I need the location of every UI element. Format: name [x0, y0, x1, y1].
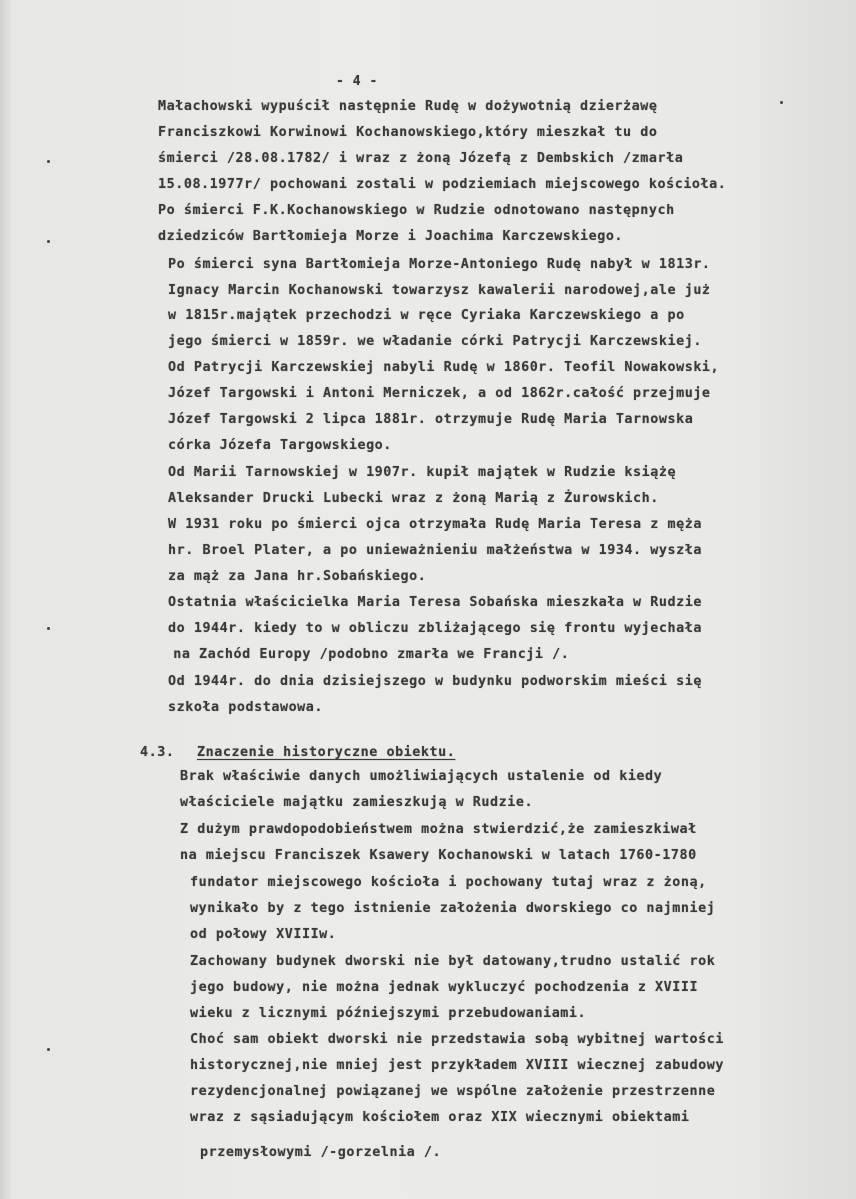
text-line: w 1815r.majątek przechodzi w ręce Cyriaka Karczewskiego a po — [168, 308, 685, 323]
text-line: Aleksander Drucki Lubecki wraz z żoną Marią z Żurowskich. — [168, 491, 659, 506]
text-line: Małachowski wypuścił następnie Rudę w dożywotnią dzierżawę — [158, 99, 658, 114]
text-line: Z dużym prawdopodobieństwem można stwierdzić,że zamieszkiwał — [180, 822, 697, 837]
text-line: jego budowy, nie można jednak wykluczyć pochodzenia z XVIII — [190, 980, 699, 995]
text-line: córka Józefa Targowskiego. — [168, 438, 392, 453]
text-line: Ignacy Marcin Kochanowski towarzysz kawalerii narodowej,ale już — [168, 283, 711, 298]
text-line: Brak właściwie danych umożliwiających ustalenie od kiedy — [180, 769, 663, 784]
text-line: Od 1944r. do dnia dzisiejszego w budynku podworskim mieści się — [168, 674, 702, 689]
text-line: fundator miejscowego kościoła i pochowany tutaj wraz z żoną, — [190, 875, 707, 890]
text-line: hr. Broel Plater, a po unieważnieniu małżeństwa w 1934. wyszła — [168, 543, 702, 558]
text-line: Od Marii Tarnowskiej w 1907r. kupił majątek w Rudzie książę — [168, 465, 677, 480]
margin-dot — [47, 1048, 50, 1051]
text-line: Po śmierci syna Bartłomieja Morze-Antoniego Rudę nabył w 1813r. — [168, 257, 711, 272]
section-heading: Znaczenie historyczne obiektu. — [197, 745, 456, 760]
text-line: Franciszkowi Korwinowi Kochanowskiego,który mieszkał tu do — [158, 125, 658, 140]
text-line: Choć sam obiekt dworski nie przedstawia sobą wybitnej wartości — [190, 1032, 724, 1047]
text-line: Od Patrycji Karczewskiej nabyli Rudę w 1860r. Teofil Nowakowski, — [168, 360, 720, 375]
text-line: śmierci /28.08.1782/ i wraz z żoną Józefą z Dembskich /zmarła — [158, 151, 684, 166]
text-line: Józef Targowski 2 lipca 1881r. otrzymuje Rudę Maria Tarnowska — [168, 412, 694, 427]
text-line: dziedziców Bartłomieja Morze i Joachima Karczewskiego. — [158, 229, 624, 244]
text-line: Ostatnia właścicielka Maria Teresa Sobańska mieszkała w Rudzie — [168, 595, 702, 610]
text-line: 15.08.1977r/ pochowani zostali w podziemiach miejscowego kościoła. — [158, 177, 727, 192]
text-line: Zachowany budynek dworski nie był datowany,trudno ustalić rok — [190, 954, 716, 969]
text-line: szkoła podstawowa. — [168, 700, 324, 715]
text-line: rezydencjonalnej powiązanej we wspólne założenie przestrzenne — [190, 1084, 716, 1099]
text-line: przemysłowymi /-gorzelnia /. — [200, 1145, 442, 1160]
text-line: na miejscu Franciszek Ksawery Kochanowski w latach 1760-1780 — [180, 848, 697, 863]
text-line: Po śmierci F.K.Kochanowskiego w Rudzie odnotowano następnych — [158, 203, 675, 218]
margin-dot — [780, 101, 783, 104]
margin-dot — [47, 627, 50, 630]
text-line: wynikało by z tego istnienie założenia dworskiego co najmniej — [190, 901, 716, 916]
text-line: właściciele majątku zamieszkują w Rudzie. — [180, 795, 534, 810]
text-line: za mąż za Jana hr.Sobańskiego. — [168, 569, 427, 584]
text-line: jego śmierci w 1859r. we władanie córki Patrycji Karczewskiej. — [168, 334, 702, 349]
text-line: W 1931 roku po śmierci ojca otrzymała Rudę Maria Teresa z męża — [168, 517, 702, 532]
text-line: wraz z sąsiadującym kościołem oraz XIX wiecznymi obiektami — [190, 1110, 690, 1125]
text-line: historycznej,nie mniej jest przykładem XVIII wiecznej zabudowy — [190, 1058, 724, 1073]
text-line: wieku z licznymi późniejszymi przebudowaniami. — [190, 1006, 587, 1021]
section-number: 4.3. — [140, 745, 175, 760]
text-line: na Zachód Europy /podobno zmarła we Francji /. — [156, 647, 570, 662]
text-line: Józef Targowski i Antoni Merniczek, a od 1862r.całość przejmuje — [168, 386, 711, 401]
margin-dot — [47, 160, 50, 163]
page-number: - 4 - — [336, 74, 378, 89]
margin-dot — [47, 240, 50, 243]
text-line: do 1944r. kiedy to w obliczu zbliżającego się frontu wyjechała — [168, 621, 702, 636]
text-line: od połowy XVIIIw. — [190, 927, 337, 942]
